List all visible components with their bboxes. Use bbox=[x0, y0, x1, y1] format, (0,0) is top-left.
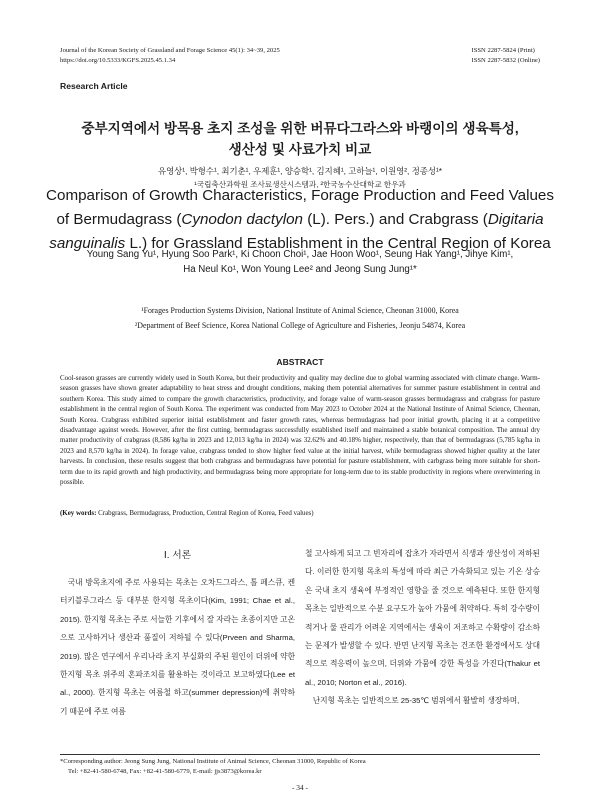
korean-title bbox=[0, 118, 600, 160]
issn-info bbox=[472, 46, 541, 66]
article-type: Research Article bbox=[60, 81, 128, 91]
keywords-text: Crabgrass, Bermudagrass, Production, Central Region of Korea, Feed values) bbox=[96, 509, 314, 517]
corresponding-author-footnote bbox=[60, 757, 540, 776]
english-affiliations bbox=[40, 303, 560, 333]
affiliation-line: ²Department of Beef Science, Korea National College of Agriculture and Fisheries, Jeonju 54874, Korea bbox=[134, 321, 466, 330]
title-text: (L). Pers.) and Crabgrass ( bbox=[302, 211, 488, 228]
abstract-heading: ABSTRACT bbox=[276, 357, 324, 367]
issn-online: ISSN 2287-5832 (Online) bbox=[471, 57, 540, 64]
journal-line: Journal of the Korean Society of Grassland and Forage Science 45(1): 34~39, 2025 bbox=[60, 47, 280, 54]
body-column-right bbox=[305, 545, 540, 711]
footnote-line: *Corresponding author: Jeong Sung Jung, National Institute of Animal Science, Cheonan 31000, Republic of Korea bbox=[60, 758, 366, 765]
english-authors bbox=[40, 247, 560, 277]
keywords-label: (Key words: bbox=[60, 509, 97, 517]
keywords bbox=[60, 508, 540, 518]
affiliation-line: ¹Forages Production Systems Division, National Institute of Animal Science, Cheonan 31000, Korea bbox=[141, 306, 459, 315]
body-column-left bbox=[60, 574, 295, 721]
footnote-divider bbox=[60, 754, 540, 755]
korean-title-line1: 중부지역에서 방목용 초지 조성을 위한 버뮤다그라스와 바랭이의 생육특성, bbox=[81, 121, 519, 136]
doi-link[interactable]: https://doi.org/10.5333/KGFS.2025.45.1.34 bbox=[60, 57, 176, 64]
section-title: Ⅰ. 서론 bbox=[163, 550, 192, 561]
abstract-body: Cool-season grasses are currently widely used in South Korea, but their productivity and quality may decline due to global warming associated with climate change. Warm-season grasses have shown greater adaptability to heat stress and drought conditions, making them potential alternatives for summer pasture establishment in central and southern Korea. This study aimed to compare the growth characteristics, productivity, and forage value of warm-season grasses bermudagrass and crabgrass for pasture establishment in the central region of South Korea. The experiment was conducted from May 2023 to October 2024 at the National Institute of Animal Science, Cheonan, South Korea. Crabgrass exhibited superior initial establishment and faster growth rates, whereas bermudagrass had poor initial growth, placing it at a competitive disadvantage against weeds. However, after the first cutting, bermudagrass successfully established itself and maintained a stable botanical composition. The annual dry matter productivity of crabgrass (8,586 kg/ha in 2023 and 12,013 kg/ha in 2024) was 32.62% and 40.18% higher, respectively, than that of bermudagrass (5,785 kg/ha in 2023 and 8,570 kg/ha in 2024). In forage value, crabgrass tended to show higher feed value at the initial harvest, while bermudagrass showed higher quality at the later harvests. In conclusion, these results suggest that both crabgrass and bermudagrass have potential for pasture establishment, with carbgrass being more suitable for short-term due to its rapid growth and high productivity, and bermudagrass being more appropriate for long-term due to its stable productivity in regions where overwintering in possible. bbox=[60, 374, 540, 487]
authors-line: Young Sang Yu¹, Hyung Soo Park¹, Ki Choon Choi¹, Jae Hoon Woo¹, Seung Hak Yang¹, Jihye Kim¹, bbox=[86, 249, 514, 260]
body-paragraph: 국내 방목초지에 주로 사용되는 목초는 오차드그라스, 톨 페스큐, 켄터키블루그라스 등 대부분 한지형 목초이다(Kim, 1991; Chae et al., 2015). 한지형 목초는 주로 서늘한 기후에서 잘 자라는 초종이지만 고온으로 고사하거나 생산과 품질이 저하될 수 있다(Prveen and Sharma, 2019). 많은 연구에서 우리나라 초지 부실화의 주된 원인이 더위에 약한 한지형 목초 위주의 혼파조치를 활용하는 것이라고 보고하였다(Lee et al., 2000). 한지형 목초는 여름철 하고(summer depression)에 취약하기 때문에 주로 여름 bbox=[60, 578, 295, 716]
body-paragraph: 난지형 목초는 일반적으로 25-35℃ 범위에서 활발히 생장하며, bbox=[312, 696, 520, 706]
title-text: Comparison of Growth Characteristics, Forage Production and Feed Values of Bermudagrass ( bbox=[46, 187, 554, 228]
page-number: - 34 - bbox=[291, 783, 308, 792]
english-title bbox=[40, 184, 560, 256]
authors-line: Ha Neul Ko¹, Won Young Lee² and Jeong Sung Jung¹* bbox=[183, 264, 417, 275]
korean-authors: 유영상¹, 박형수¹, 최기춘¹, 우제훈¹, 양승학¹, 김지혜¹, 고하늘¹, 이원영², 정종성¹* bbox=[157, 166, 443, 176]
issn-print: ISSN 2287-5824 (Print) bbox=[471, 47, 535, 54]
korean-title-line2: 생산성 및 사료가치 비교 bbox=[228, 142, 372, 157]
title-text: L.) for Grassland Establishment in the Central Region of Korea bbox=[125, 235, 551, 252]
title-species-italic: Digitaria sanguinalis bbox=[49, 211, 544, 252]
footnote-contact: Tel: +82-41-580-6748, Fax: +82-41-580-6779, E-mail: jjs3873@korea.kr bbox=[68, 767, 262, 775]
journal-citation bbox=[60, 46, 280, 66]
body-paragraph: 철 고사하게 되고 그 빈자리에 잡초가 자라면서 식생과 생산성이 저하된다. 이러한 한지형 목초의 특성에 따라 최근 가속화되고 있는 기온 상승은 국내 초지 생육에 부정적인 영향을 줄 것으로 예측된다. 또한 한지형 목초는 일반적으로 수분 요구도가 높아 가뭄에 취약하다. 특히 강수량이 적거나 물 관리가 어려운 지역에서는 생육이 저조하고 수확량이 감소하는 문제가 발생할 수 있다. 반면 난지형 목초는 건조한 환경에서도 상대적으로 적응력이 높으며, 더위와 가뭄에 강한 특성을 가진다(Thakur et al., 2010; Norton et al., 2016). bbox=[305, 549, 540, 687]
korean-affiliation: ¹국립축산과학원 조사료생산시스템과, ²한국농수산대학교 한우과 bbox=[194, 180, 406, 189]
title-species-italic: Cynodon dactylon bbox=[181, 211, 303, 228]
